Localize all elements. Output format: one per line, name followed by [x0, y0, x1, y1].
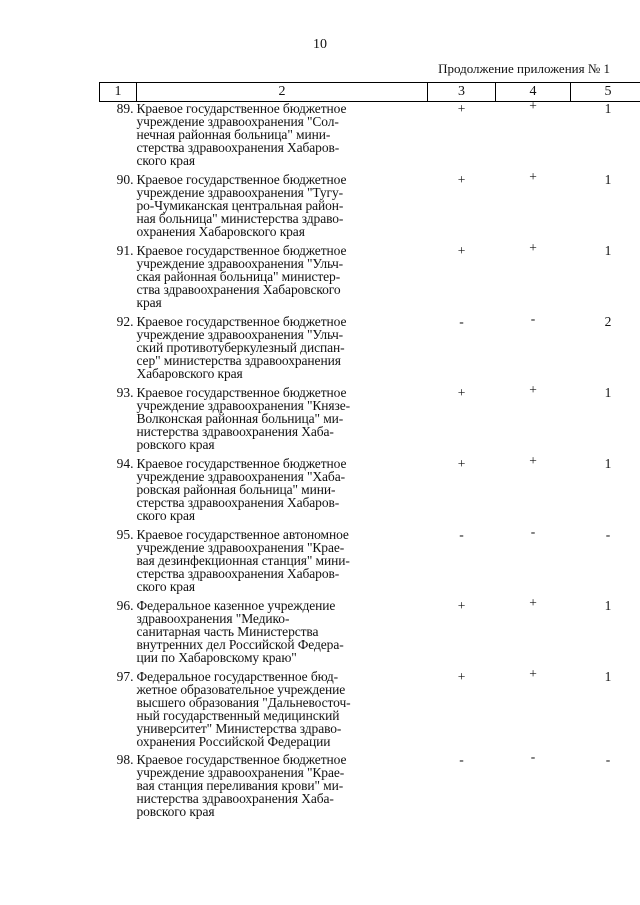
name-line: вая дезинфекционная станция" мини- [136, 552, 350, 568]
column-4-value: + [529, 239, 537, 255]
name-line: ный государственный медицинский [136, 707, 340, 723]
column-3-value: + [457, 668, 466, 684]
column-4-value: - [530, 523, 536, 539]
column-5-value: - [605, 526, 611, 542]
column-3-value: - [459, 751, 464, 767]
name-line: ского края [136, 507, 195, 523]
column-3-value: + [457, 384, 466, 400]
name-line: учреждение здравоохранения "Тугу- [136, 184, 343, 200]
name-line: стерства здравоохранения Хабаров- [136, 494, 340, 510]
name-line: Хабаровского края [136, 365, 243, 381]
row-number: 92. [116, 313, 134, 329]
name-line: санитарная часть Министерства [136, 623, 319, 639]
name-line: Федеральное казенное учреждение [136, 597, 336, 613]
row-number: 98. [116, 751, 134, 767]
row-number: 97. [116, 668, 134, 684]
table-row [100, 386, 640, 457]
institution-name [137, 753, 428, 823]
name-line: жетное образовательное учреждение [136, 681, 346, 697]
table-row [100, 753, 640, 823]
name-line: Краевое государственное бюджетное [136, 455, 347, 471]
column-3-value: + [457, 242, 466, 258]
name-line: учреждение здравоохранения "Ульч- [136, 326, 344, 342]
column-4-value: - [530, 310, 536, 326]
name-line: ная больница" министерства здраво- [136, 210, 344, 226]
column-5-value: 1 [604, 455, 612, 471]
table-row [100, 173, 640, 244]
column-4-value: + [529, 98, 537, 113]
table-row [100, 244, 640, 315]
institution-name [137, 173, 428, 244]
name-line: Краевое государственное бюджетное [136, 171, 347, 187]
table-row [100, 315, 640, 386]
institution-name [137, 457, 428, 528]
name-line: стерства здравоохранения Хабаров- [136, 140, 340, 155]
name-line: высшего образования "Дальневосточ- [136, 694, 351, 710]
name-line: Краевое государственное автономное [136, 526, 349, 542]
column-3-value: - [459, 526, 464, 542]
row-number: 95. [116, 526, 134, 542]
column-4-value: - [530, 748, 536, 764]
row-number: 90. [116, 171, 134, 187]
name-line: ро-Чумиканская центральная район- [136, 197, 344, 213]
column-5-value: 1 [604, 171, 612, 187]
column-5-value: 1 [604, 668, 612, 684]
table-row [100, 102, 640, 173]
name-line: учреждение здравоохранения "Хаба- [136, 468, 345, 484]
name-line: ская районная больница" министер- [136, 268, 341, 284]
column-5-value: - [605, 751, 611, 767]
name-line: края [136, 294, 162, 310]
table-row [100, 528, 640, 599]
row-number: 91. [116, 242, 134, 258]
column-header-1: 1 [100, 83, 137, 102]
name-line: Волконская районная больница" ми- [136, 410, 344, 426]
name-line: учреждение здравоохранения "Князе- [136, 397, 351, 413]
column-header-3: 3 [428, 83, 496, 102]
column-3-value: + [457, 597, 466, 613]
institution-name [137, 315, 428, 386]
name-line: ского края [136, 153, 195, 168]
name-line: Краевое государственное бюджетное [136, 384, 347, 400]
column-4-value: + [529, 452, 537, 468]
column-4-value: + [529, 381, 537, 397]
row-number: 93. [116, 384, 134, 400]
column-3-value: - [459, 313, 464, 329]
name-line: нистерства здравоохранения Хаба- [136, 423, 334, 439]
name-line: учреждение здравоохранения "Крае- [136, 539, 345, 555]
name-line: нистерства здравоохранения Хаба- [136, 790, 334, 806]
table-row [100, 599, 640, 670]
header-row [100, 83, 640, 102]
column-4-value: + [529, 665, 537, 681]
name-line: внутренних дел Российской Федера- [136, 636, 344, 652]
table-row [100, 457, 640, 528]
name-line: учреждение здравоохранения "Сол- [136, 114, 339, 129]
name-line: стерства здравоохранения Хабаров- [136, 565, 340, 581]
name-line: Краевое государственное бюджетное [136, 313, 347, 329]
column-5-value: 1 [604, 597, 612, 613]
name-line: ции по Хабаровскому краю" [136, 649, 297, 665]
column-5-value: 1 [604, 242, 612, 258]
name-line: ровского края [136, 436, 215, 452]
appendix-table [99, 82, 640, 823]
column-5-value: 2 [604, 313, 612, 329]
column-4-value: + [529, 594, 537, 610]
name-line: учреждение здравоохранения "Ульч- [136, 255, 344, 271]
name-line: Федеральное государственное бюд- [136, 668, 339, 684]
row-number: 96. [116, 597, 134, 613]
name-line: здравоохранения "Медико- [136, 610, 290, 626]
name-line: Краевое государственное бюджетное [136, 242, 347, 258]
continuation-caption: Продолжение приложения № 1 [438, 61, 610, 76]
column-3-value: + [457, 101, 466, 116]
name-line: охранения Хабаровского края [136, 223, 305, 239]
page-number: 10 [313, 37, 327, 52]
column-5-value: 1 [604, 101, 612, 116]
name-line: Краевое государственное бюджетное [136, 751, 347, 767]
table-row [100, 670, 640, 753]
name-line: охранения Российской Федерации [136, 733, 331, 749]
column-3-value: + [457, 171, 466, 187]
name-line: вая станция переливания крови" ми- [136, 777, 344, 793]
column-header-2: 2 [137, 83, 428, 102]
institution-name [137, 599, 428, 670]
name-line: сер" министерства здравоохранения [136, 352, 341, 368]
column-4-value: + [529, 168, 537, 184]
row-number: 89. [116, 101, 134, 116]
name-line: нечная районная больница" мини- [136, 127, 331, 142]
column-3-value: + [457, 455, 466, 471]
institution-name [137, 102, 428, 173]
name-line: ского края [136, 578, 195, 594]
institution-name [137, 670, 428, 753]
name-line: ства здравоохранения Хабаровского [136, 281, 341, 297]
name-line: Краевое государственное бюджетное [136, 101, 347, 116]
institution-name [137, 386, 428, 457]
name-line: ровского края [136, 803, 215, 819]
institution-name [137, 244, 428, 315]
column-header-4: 4 [496, 83, 571, 102]
name-line: ровская районная больница" мини- [136, 481, 336, 497]
row-number: 94. [116, 455, 134, 471]
institution-name [137, 528, 428, 599]
name-line: ский противотуберкулезный диспан- [136, 339, 345, 355]
name-line: учреждение здравоохранения "Крае- [136, 764, 345, 780]
column-5-value: 1 [604, 384, 612, 400]
column-header-5: 5 [571, 83, 640, 102]
name-line: университет" Министерства здраво- [136, 720, 342, 736]
